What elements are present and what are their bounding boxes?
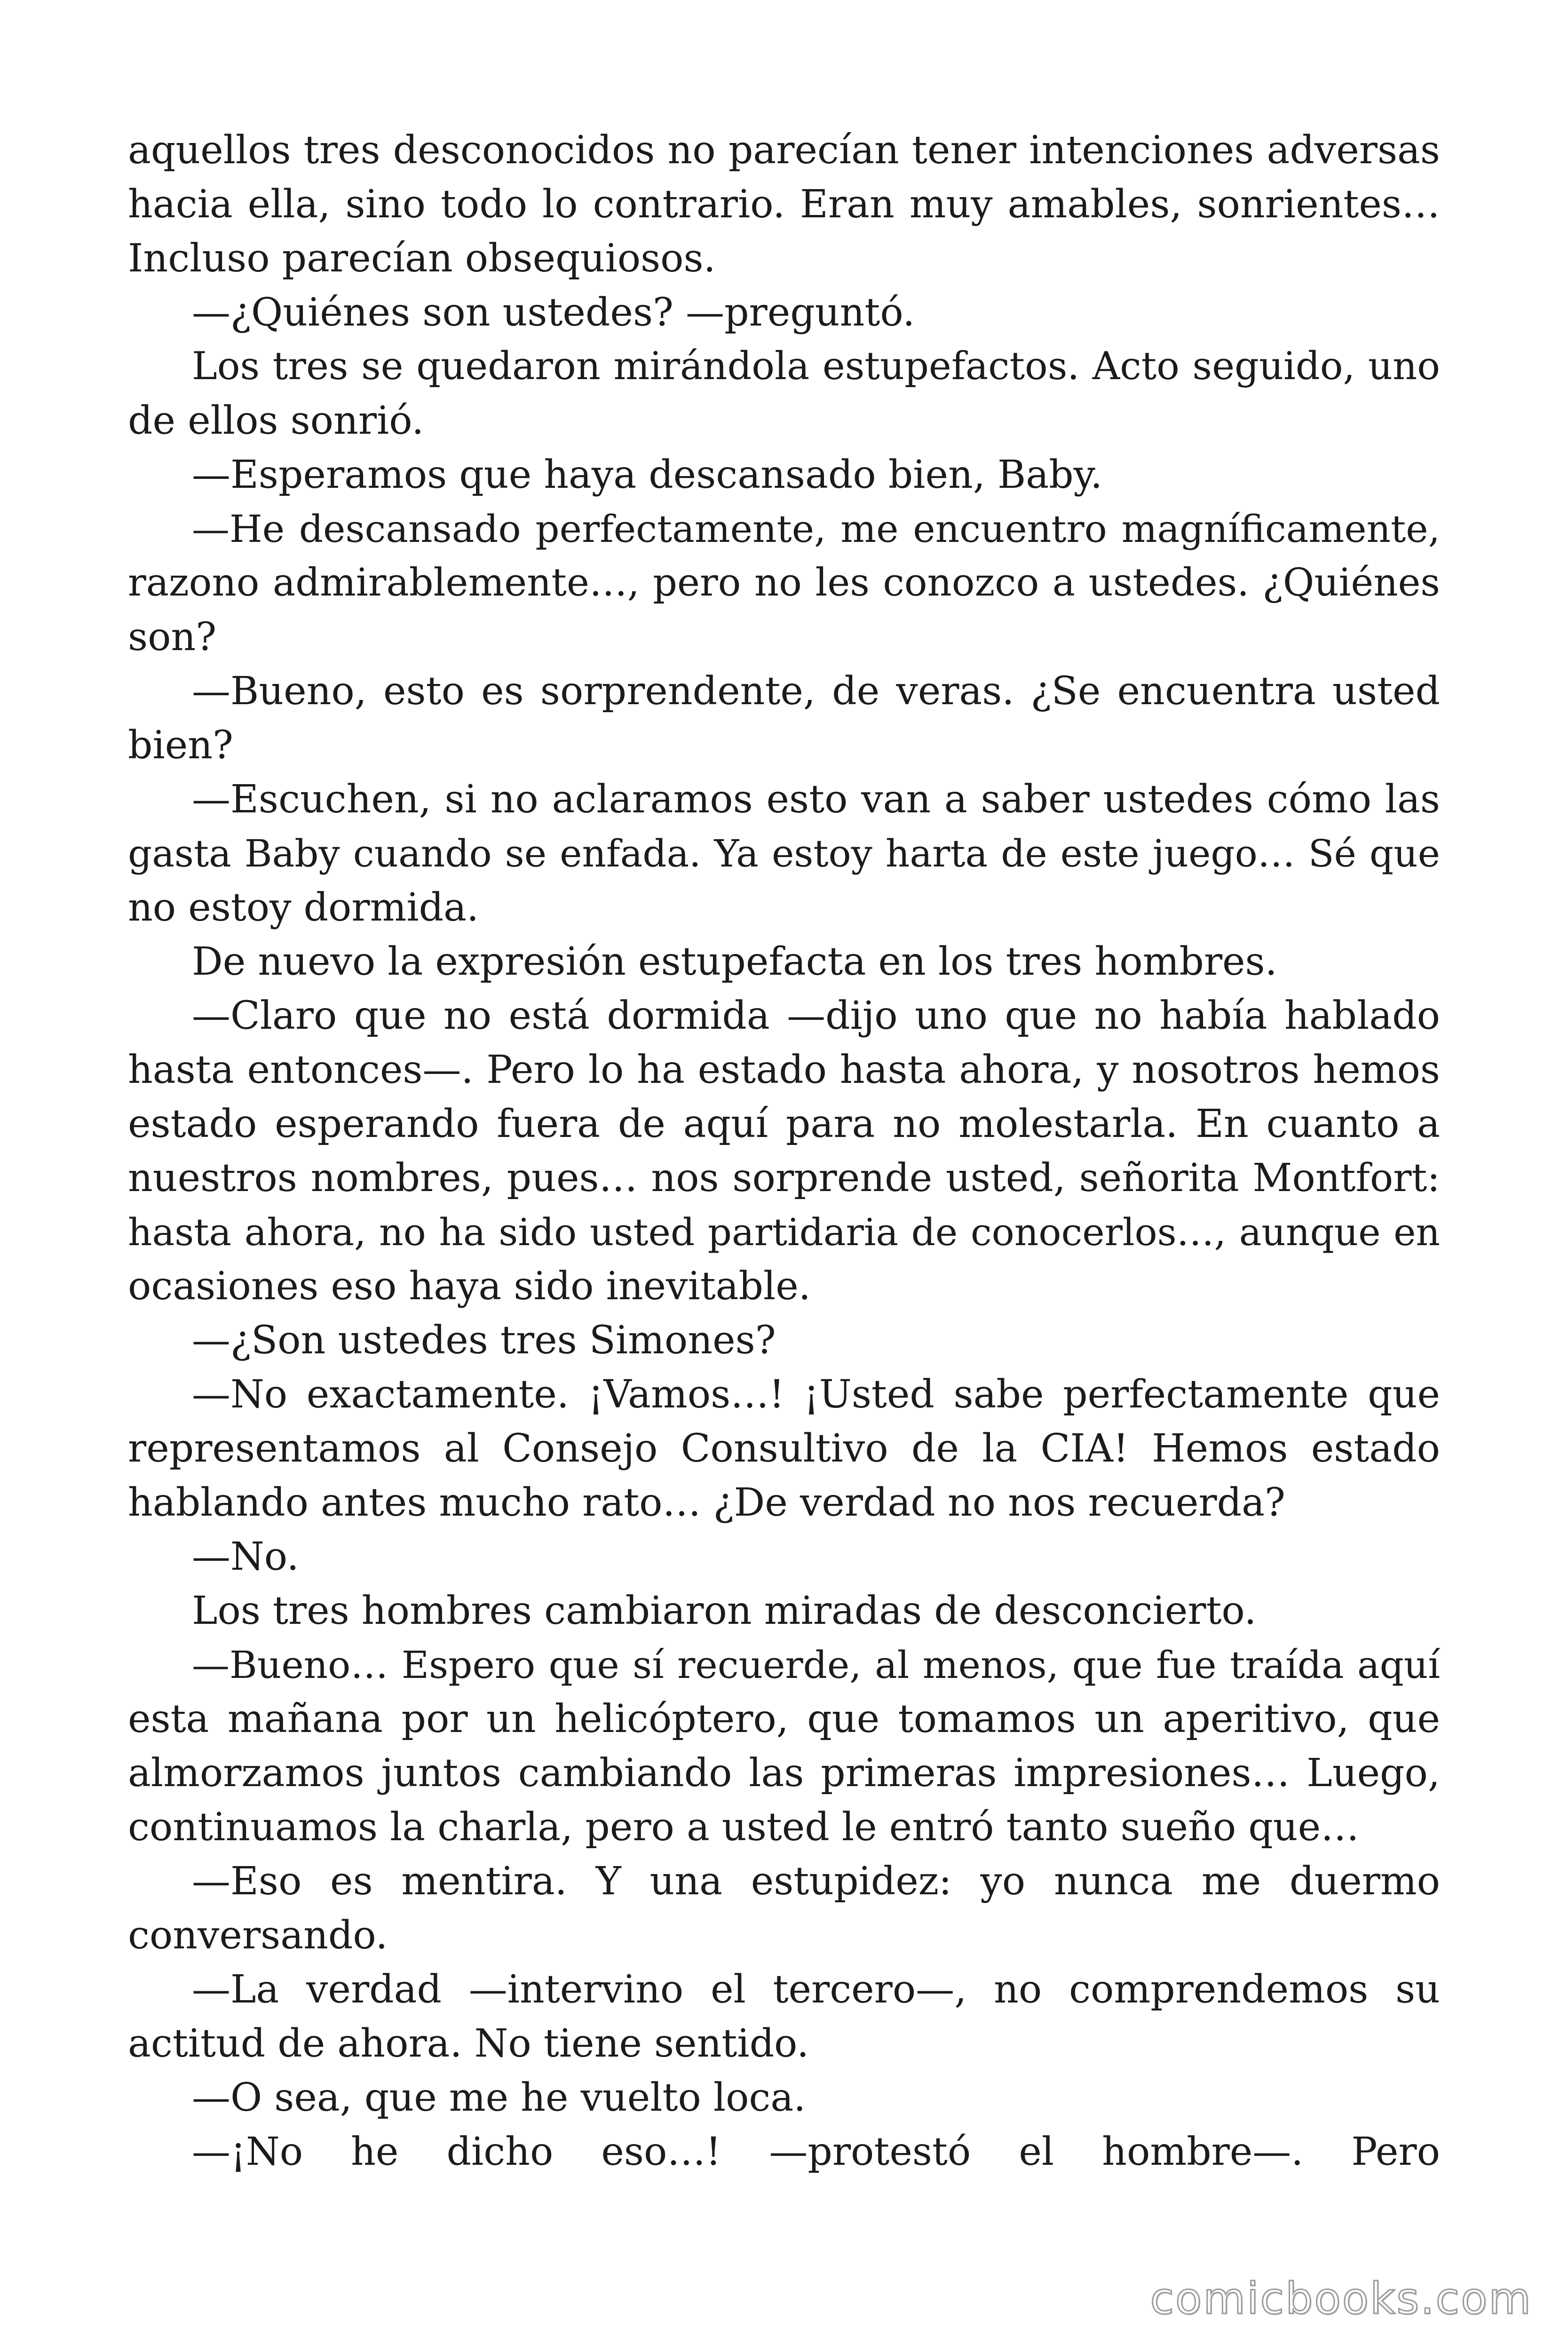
text-line: Incluso parecían obsequiosos.: [128, 236, 716, 281]
text-line: nuestros nombres, pues… nos sorprende usted, señorita Montfort:: [128, 1156, 1440, 1200]
text-line: actitud de ahora. No tiene sentido.: [128, 2021, 809, 2066]
text-line: —Claro que no está dormida —dijo uno que no había hablado: [192, 993, 1440, 1038]
text-line: almorzamos juntos cambiando las primeras impresiones… Luego,: [128, 1751, 1440, 1796]
text-line: —La verdad —intervino el tercero—, no comprendemos su: [192, 1967, 1440, 2012]
text-line: —¿Son ustedes tres Simones?: [192, 1318, 776, 1363]
text-line: —Eso es mentira. Y una estupidez: yo nunca me duermo: [192, 1859, 1440, 1904]
text-line: hasta ahora, no ha sido usted partidaria de conocerlos…, aunque en: [128, 1210, 1440, 1254]
text-line: —He descansado perfectamente, me encuentro magníficamente,: [192, 507, 1440, 551]
text-line: aquellos tres desconocidos no parecían tener intenciones adversas: [128, 128, 1440, 173]
text-line: no estoy dormida.: [128, 885, 479, 930]
page-body-text: [128, 123, 1440, 2179]
text-line: De nuevo la expresión estupefacta en los tres hombres.: [192, 939, 1277, 984]
text-line: hasta entonces—. Pero lo ha estado hasta ahora, y nosotros hemos: [128, 1048, 1440, 1092]
text-line: —No.: [192, 1534, 299, 1579]
text-line: —¿Quiénes son ustedes? —preguntó.: [192, 290, 915, 335]
text-line: son?: [128, 615, 217, 660]
text-line: esta mañana por un helicóptero, que tomamos un aperitivo, que: [128, 1697, 1440, 1741]
text-line: estado esperando fuera de aquí para no molestarla. En cuanto a: [128, 1102, 1440, 1146]
text-line: —O sea, que me he vuelto loca.: [192, 2075, 806, 2120]
text-line: ocasiones eso haya sido inevitable.: [128, 1264, 811, 1309]
text-line: hablando antes mucho rato… ¿De verdad no nos recuerda?: [128, 1480, 1285, 1525]
text-line: continuamos la charla, pero a usted le entró tanto sueño que…: [128, 1805, 1360, 1850]
text-line: de ellos sonrió.: [128, 398, 424, 443]
text-line: conversando.: [128, 1913, 388, 1958]
text-line: gasta Baby cuando se enfada. Ya estoy harta de este juego… Sé que: [128, 832, 1440, 875]
text-line: Los tres se quedaron mirándola estupefactos. Acto seguido, uno: [192, 344, 1440, 389]
text-line: bien?: [128, 723, 234, 768]
text-line: Los tres hombres cambiaron miradas de desconcierto.: [192, 1589, 1257, 1633]
text-line: hacia ella, sino todo lo contrario. Eran muy amables, sonrientes…: [128, 182, 1440, 227]
text-line: razono admirablemente…, pero no les conozco a ustedes. ¿Quiénes: [128, 561, 1440, 605]
text-line: —Bueno, esto es sorprendente, de veras. ¿Se encuentra usted: [192, 669, 1440, 714]
text-line: —No exactamente. ¡Vamos…! ¡Usted sabe perfectamente que: [192, 1372, 1440, 1417]
text-line: representamos al Consejo Consultivo de la CIA! Hemos estado: [128, 1426, 1440, 1471]
text-line: —Bueno… Espero que sí recuerde, al menos, que fue traída aquí: [192, 1643, 1440, 1687]
text-line: —Escuchen, si no aclaramos esto van a saber ustedes cómo las: [192, 777, 1440, 822]
text-line: —Esperamos que haya descansado bien, Baby.: [192, 453, 1103, 497]
watermark: comicbooks.com: [1150, 2273, 1532, 2324]
text-line: —¡No he dicho eso…! —protestó el hombre—. Pero: [192, 2130, 1440, 2174]
